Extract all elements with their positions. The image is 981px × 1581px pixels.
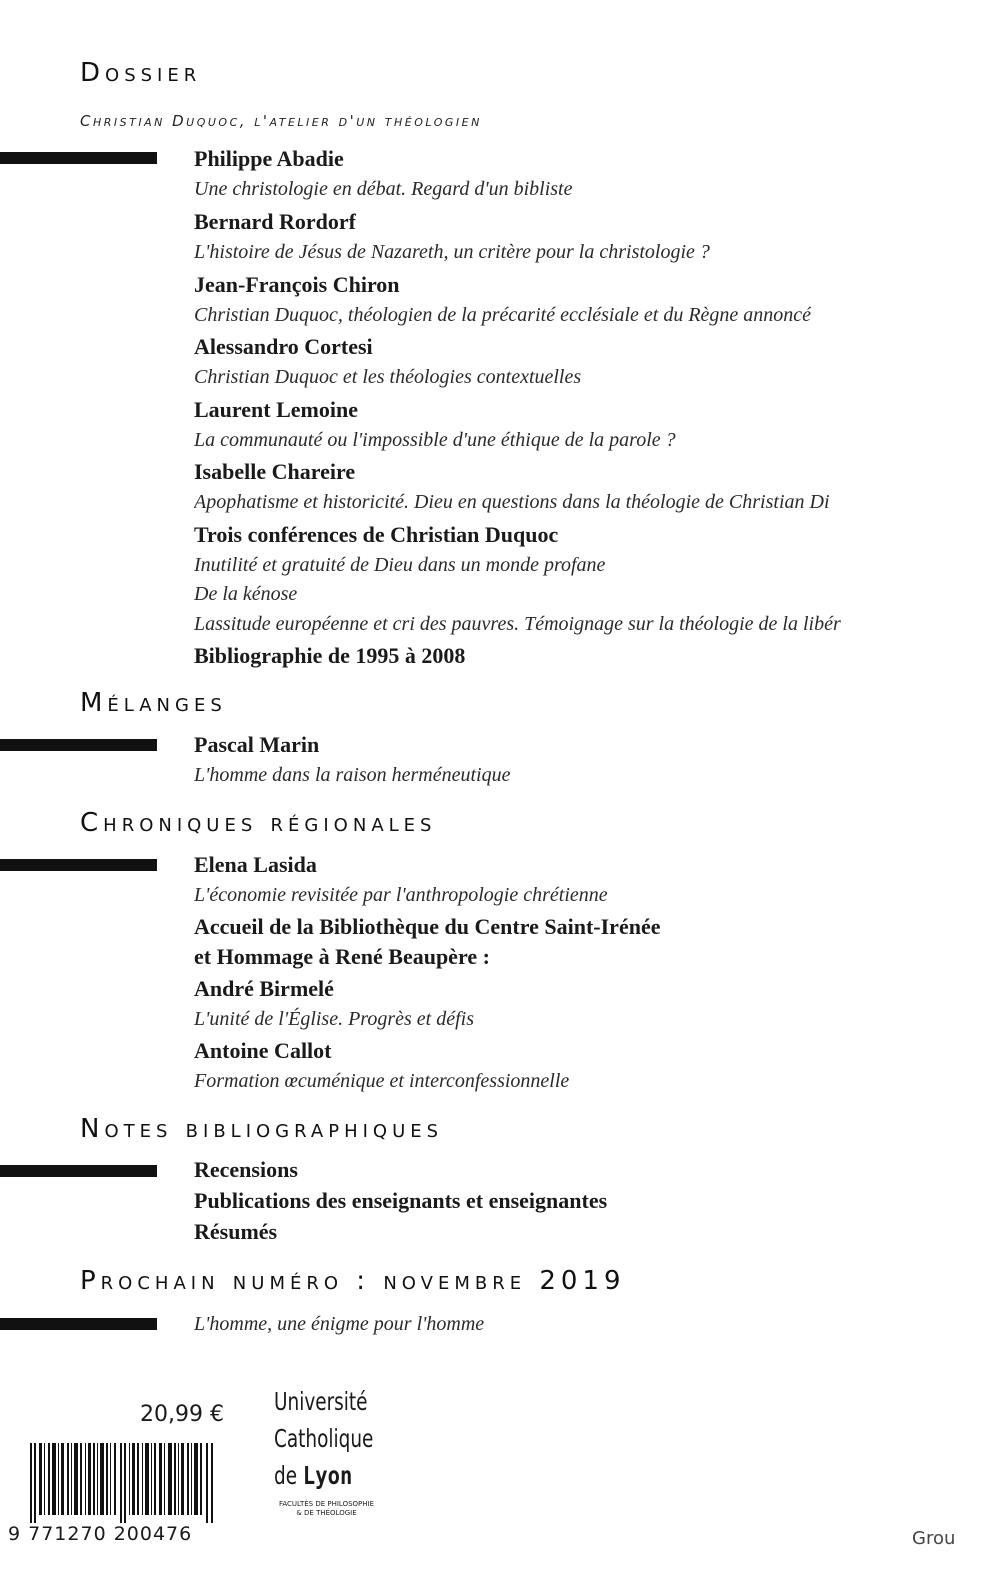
entry-work: L'homme, une énigme pour l'homme [194,1313,485,1335]
entry-author: Publications des enseignants et enseignantes [194,1188,608,1213]
section-title-prochain: Prochain numéro : novembre 2019 [80,1266,626,1296]
entry-author: Elena Lasida [194,852,317,877]
faculty-line: & DE THÉOLOGIE [296,1509,357,1517]
section-bar [0,152,157,164]
entry-work: Une christologie en débat. Regard d'un bibliste [194,178,573,200]
dossier-subtitle: Christian Duquoc, l'atelier d'un théologien [80,112,482,130]
entry-work: Christian Duquoc, théologien de la précarité ecclésiale et du Règne annoncé [194,304,812,326]
entry-author: Accueil de la Bibliothèque du Centre Saint-Irénée [194,914,661,939]
entry-author: Isabelle Chareire [194,459,356,484]
section-title-chroniques: Chroniques régionales [80,808,437,838]
entry-work: Inutilité et gratuité de Dieu dans un monde profane [194,554,606,576]
entry-author: Recensions [194,1157,298,1182]
section-title-melanges: Mélanges [80,688,227,718]
barcode-number: 9 771270 200476 [8,1523,193,1545]
entry-author: Bibliographie de 1995 à 2008 [194,643,466,668]
entry-work: La communauté ou l'impossible d'une éthique de la parole ? [194,429,676,451]
entry-work: Christian Duquoc et les théologies contextuelles [194,366,582,388]
publisher-line: Catholique [274,1424,374,1453]
entry-work: L'économie revisitée par l'anthropologie chrétienne [194,884,608,906]
entry-work: L'unité de l'Église. Progrès et défis [194,1008,474,1030]
entry-author: Philippe Abadie [194,146,344,171]
entry-author: Pascal Marin [194,732,320,757]
entry-author: Trois conférences de Christian Duquoc [194,522,559,547]
price: 20,99 € [140,1402,224,1427]
barcode-icon [30,1443,216,1523]
entry-author: Laurent Lemoine [194,397,358,422]
entry-work: L'histoire de Jésus de Nazareth, un critère pour la christologie ? [194,241,710,263]
section-bar [0,859,157,871]
publisher-line: de [274,1461,298,1490]
section-title-notes: Notes bibliographiques [80,1114,444,1144]
publisher-line: Université [274,1387,368,1416]
entry-author: André Birmelé [194,976,334,1001]
edge-text: Grou [912,1528,956,1549]
entry-author: Résumés [194,1219,278,1244]
entry-work: De la kénose [194,583,298,605]
entry-work: Formation œcuménique et interconfessionnelle [194,1070,570,1092]
entry-author: Antoine Callot [194,1038,332,1063]
entry-work: L'homme dans la raison herméneutique [194,764,511,786]
entry-author: Bernard Rordorf [194,209,356,234]
section-bar [0,739,157,751]
faculty-label [274,1500,379,1518]
faculty-line: FACULTÉS DE PHILOSOPHIE [278,1500,375,1508]
publisher-logo [274,1383,373,1494]
section-bar [0,1318,157,1330]
publisher-line: Lyon [302,1461,353,1490]
entry-author: Jean-François Chiron [194,272,400,297]
entry-work: Apophatisme et historicité. Dieu en questions dans la théologie de Christian Di [194,491,830,513]
section-title-dossier: Dossier [80,58,202,88]
entry-work: Lassitude européenne et cri des pauvres. Témoignage sur la théologie de la libér [194,613,841,635]
section-bar [0,1165,157,1177]
entry-author: Alessandro Cortesi [194,334,373,359]
entry-author: et Hommage à René Beaupère : [194,944,490,969]
